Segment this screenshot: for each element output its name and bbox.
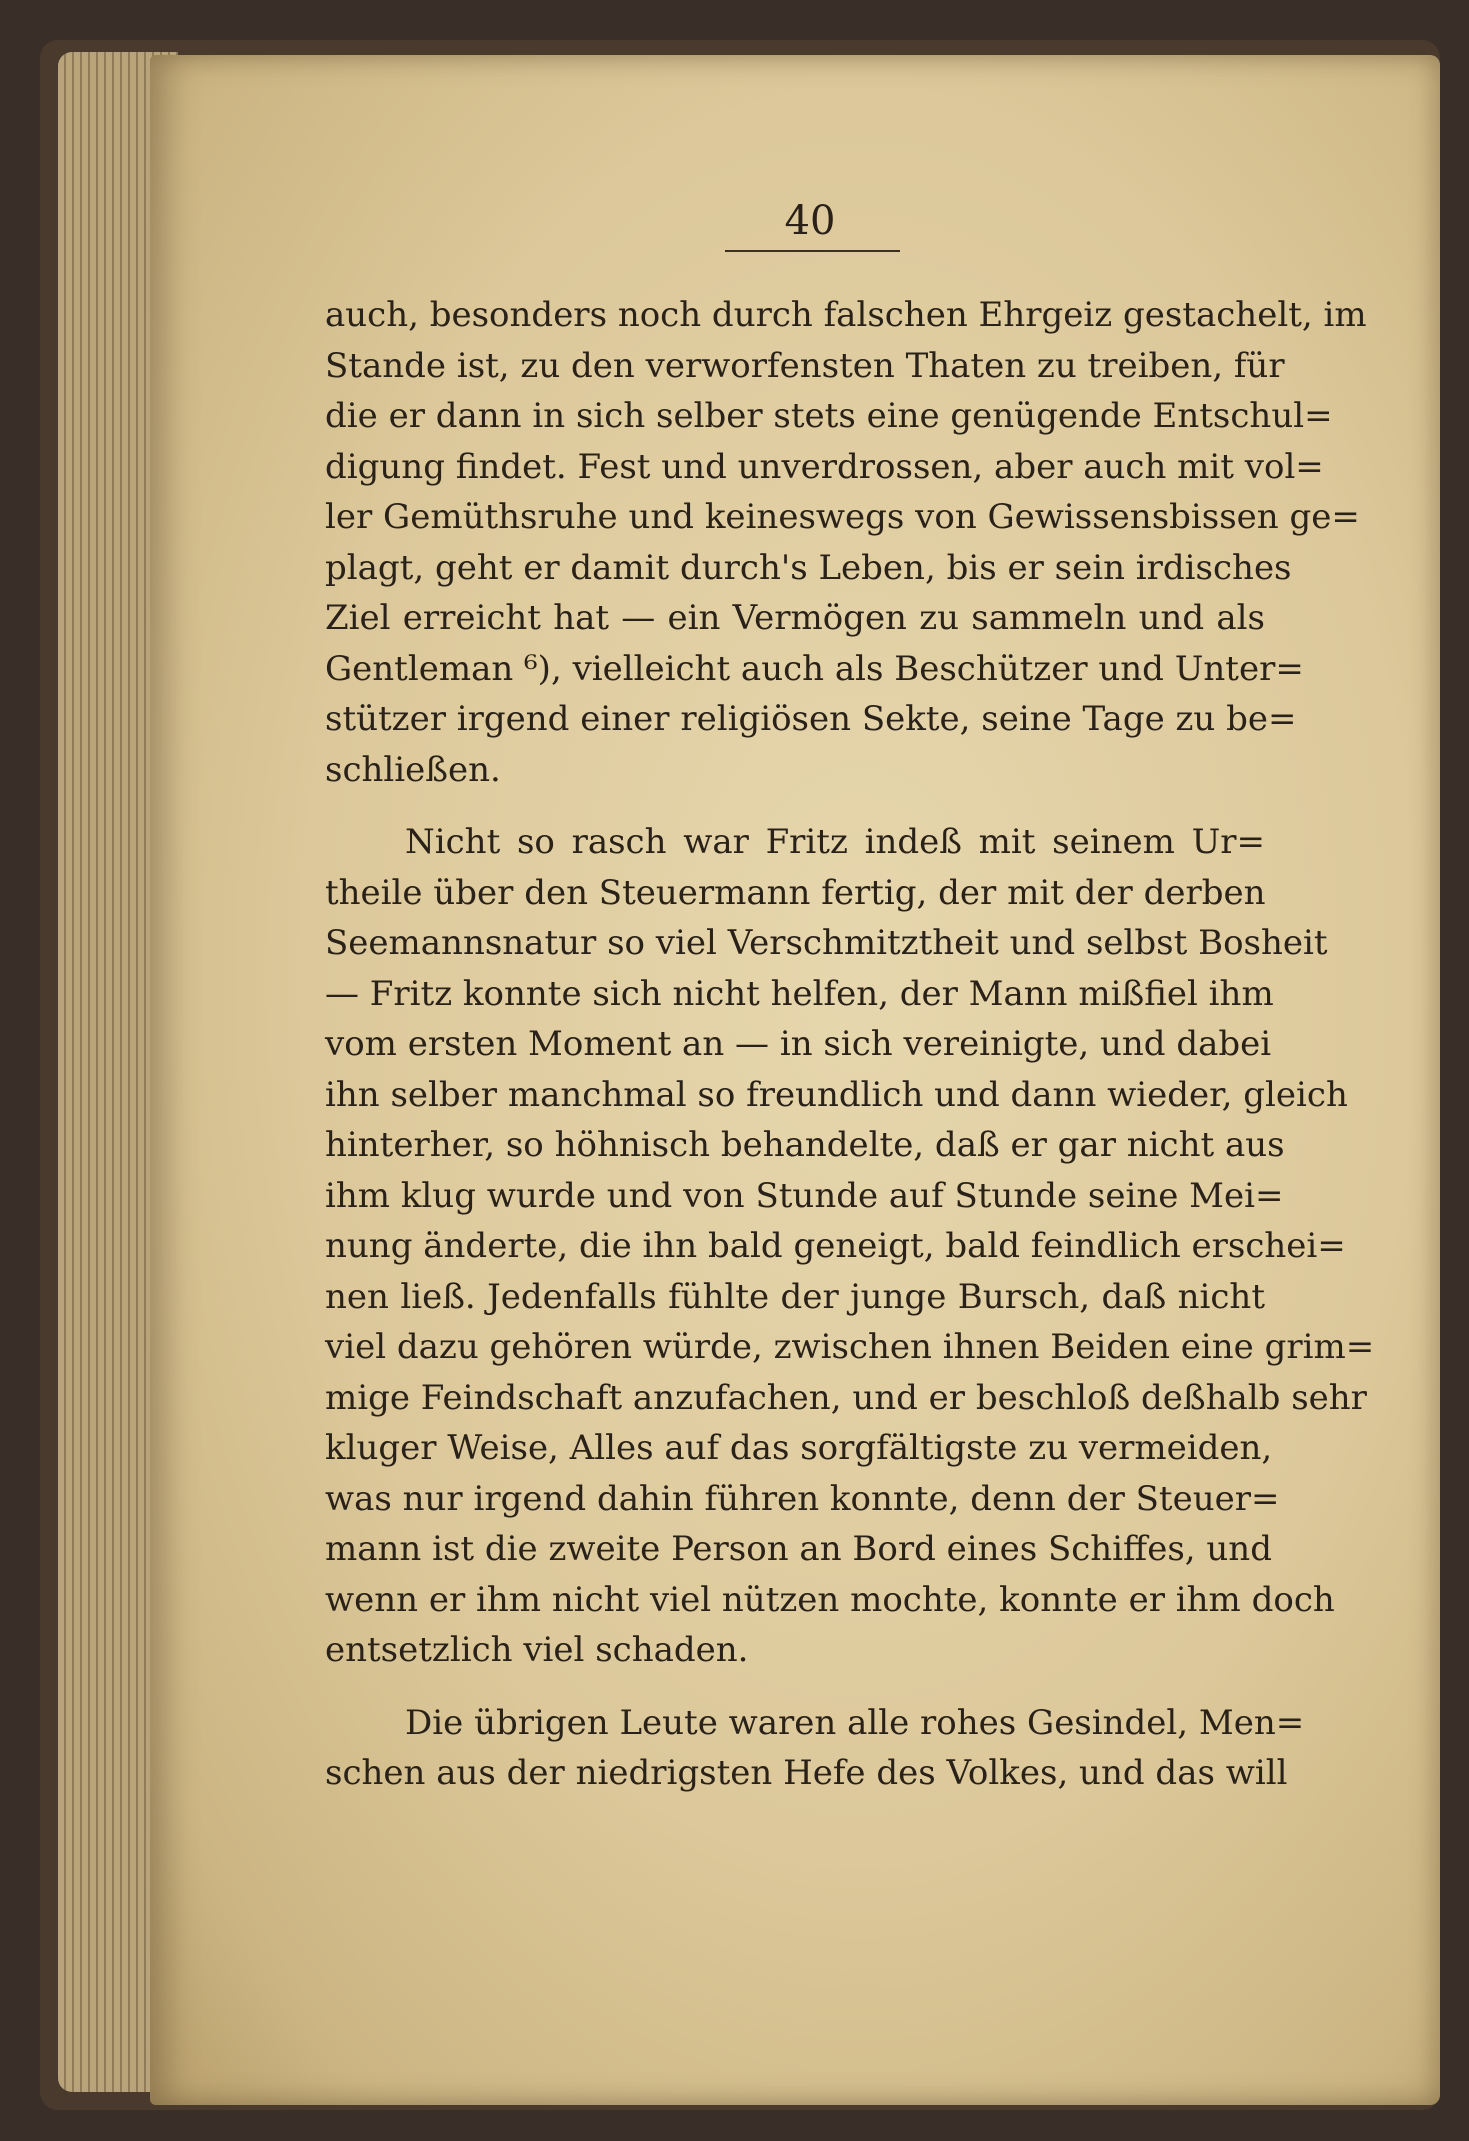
text-line: mige Feindschaft anzufachen, und er beschloß deßhalb sehr (325, 1377, 1367, 1418)
text-line: ihm klug wurde und von Stunde auf Stunde seine Mei= (325, 1175, 1284, 1216)
text-line: vom ersten Moment an — in sich vereinigte, und dabei (325, 1024, 1272, 1064)
text-line: theile über den Steuermann fertig, der mit der derben (325, 872, 1266, 913)
paragraph-1 (325, 290, 1367, 795)
text-line: Die übrigen Leute waren alle rohes Gesindel, Men= (405, 1702, 1305, 1743)
page-number-rule (725, 250, 900, 252)
text-line: schen aus der niedrigsten Hefe des Volkes, und das will (325, 1753, 1288, 1793)
text-line: ihn selber manchmal so freundlich und dann wieder, gleich (325, 1074, 1348, 1115)
text-line: auch, besonders noch durch falschen Ehrgeiz gestachelt, im (325, 295, 1367, 335)
text-line: mann ist die zweite Person an Bord eines Schiffes, und (325, 1529, 1272, 1569)
body-text (325, 290, 1375, 1821)
text-line: hinterher, so höhnisch behandelte, daß er gar nicht aus (325, 1125, 1285, 1165)
text-line: entsetzlich viel schaden. (325, 1630, 749, 1670)
paragraph-3 (325, 1698, 1305, 1799)
page-number: 40 (784, 198, 836, 244)
text-line: kluger Weise, Alles auf das sorgfältigste zu vermeiden, (325, 1428, 1273, 1468)
text-line: nung änderte, die ihn bald geneigt, bald feindlich erschei= (325, 1226, 1346, 1266)
text-line: Stande ist, zu den verworfensten Thaten zu treiben, für (325, 345, 1285, 386)
text-line: Ziel erreicht hat — ein Vermögen zu sammeln und als (325, 598, 1265, 638)
text-line: ler Gemüthsruhe und keineswegs von Gewissensbissen ge= (325, 497, 1360, 537)
text-line: Nicht so rasch war Fritz indeß mit seinem Ur= (405, 822, 1265, 862)
text-line: plagt, geht er damit durch's Leben, bis er sein irdisches (325, 547, 1292, 588)
text-line: schließen. (325, 749, 501, 790)
paragraph-2 (325, 817, 1375, 1676)
text-line: stützer irgend einer religiösen Sekte, seine Tage zu be= (325, 699, 1297, 739)
text-line: Gentleman ⁶), vielleicht auch als Beschützer und Unter= (325, 648, 1304, 689)
text-line: die er dann in sich selber stets eine genügende Entschul= (325, 396, 1333, 436)
text-line: was nur irgend dahin führen konnte, denn der Steuer= (325, 1478, 1280, 1519)
text-line: digung findet. Fest und unverdrossen, aber auch mit vol= (325, 446, 1324, 487)
text-line: viel dazu gehören würde, zwischen ihnen Beiden eine grim= (325, 1327, 1375, 1367)
text-line: nen ließ. Jedenfalls fühlte der junge Bursch, daß nicht (325, 1276, 1265, 1317)
text-line: wenn er ihm nicht viel nützen mochte, konnte er ihm doch (325, 1579, 1335, 1620)
text-line: Seemannsnatur so viel Verschmitztheit und selbst Bosheit (325, 923, 1328, 963)
text-line: — Fritz konnte sich nicht helfen, der Mann mißfiel ihm (325, 973, 1274, 1014)
